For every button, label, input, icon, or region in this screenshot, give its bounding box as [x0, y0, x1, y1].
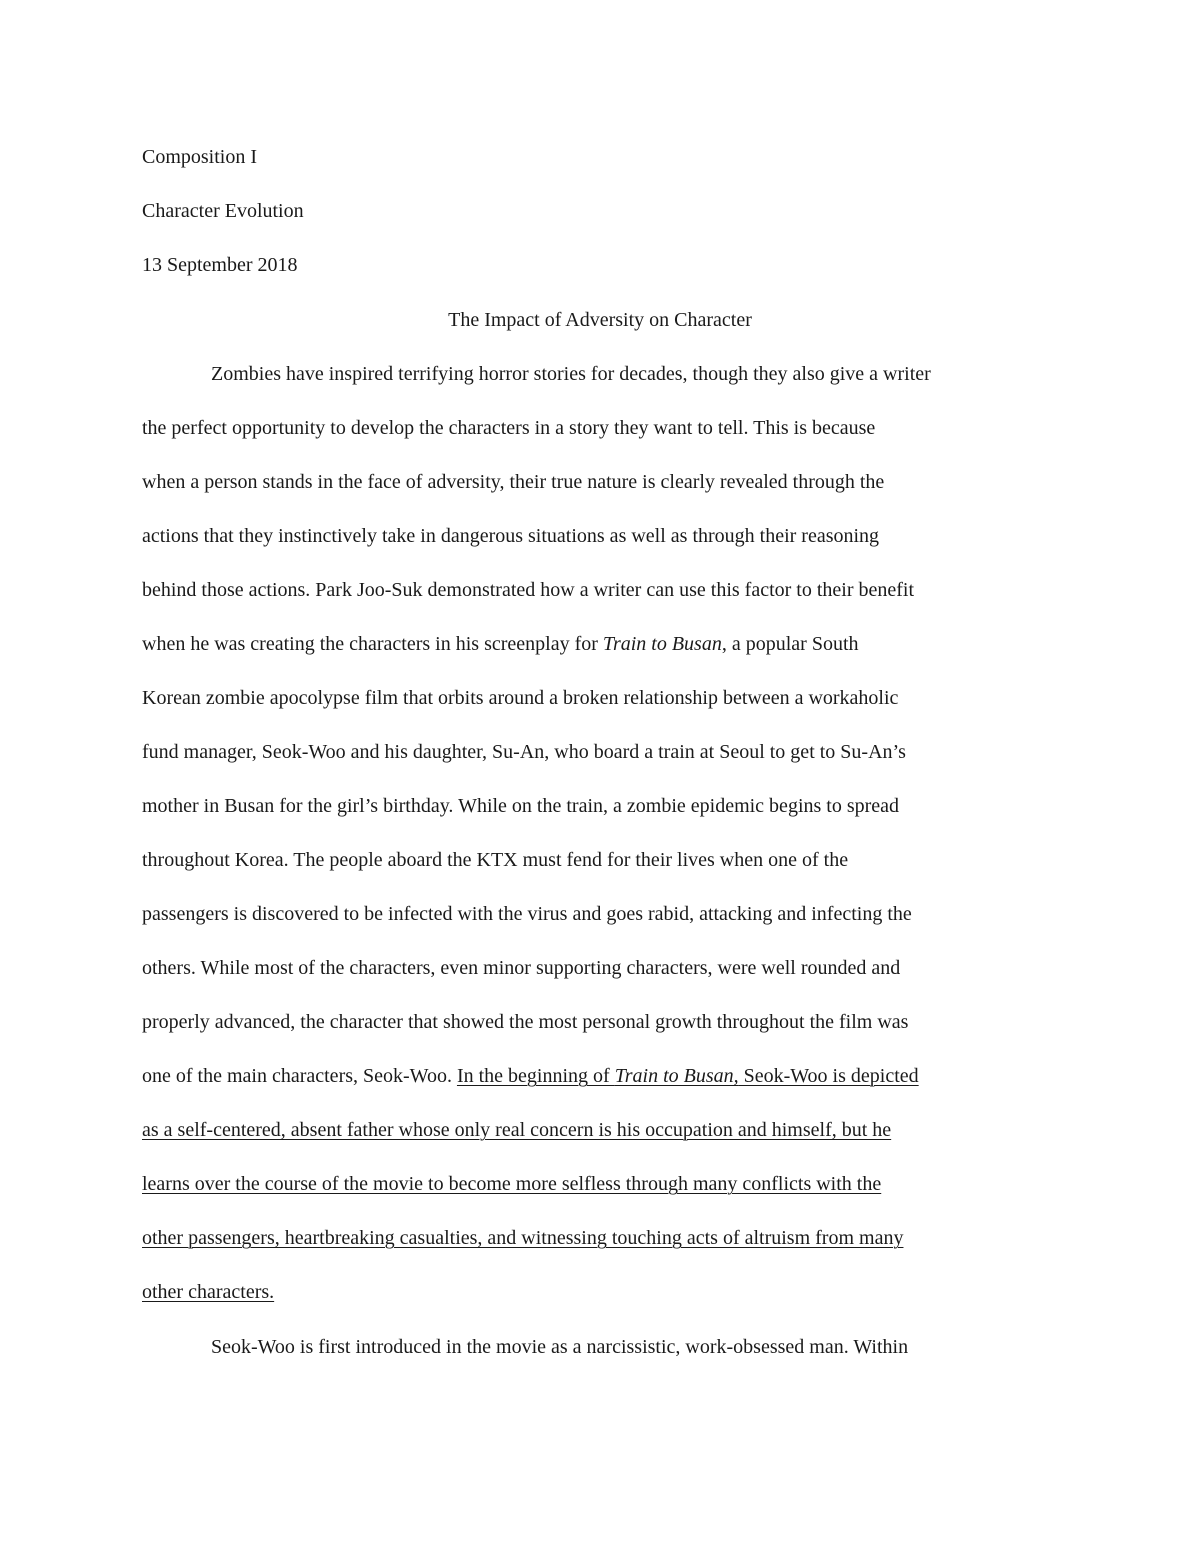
paragraph-line: others. While most of the characters, even minor supporting characters, were well rounded and — [142, 957, 901, 979]
essay-title: The Impact of Adversity on Character — [448, 309, 752, 331]
thesis-line: other passengers, heartbreaking casualties, and witnessing touching acts of altruism from many — [142, 1227, 904, 1249]
header-assignment: Character Evolution — [142, 200, 304, 222]
paragraph-line: the perfect opportunity to develop the characters in a story they want to tell. This is because — [142, 417, 876, 439]
paragraph-line: Seok-Woo is first introduced in the movie as a narcissistic, work-obsessed man. Within — [211, 1336, 909, 1358]
thesis-line: as a self-centered, absent father whose only real concern is his occupation and himself, but he — [142, 1119, 892, 1141]
thesis-line: other characters. — [142, 1281, 275, 1303]
thesis-line: learns over the course of the movie to become more selfless through many conflicts with the — [142, 1173, 882, 1195]
text-run: In the beginning of — [456, 1065, 615, 1087]
film-title: Train to Busan, — [614, 1065, 739, 1087]
text-run: Seok-Woo is depicted — [738, 1065, 919, 1087]
paragraph-line: behind those actions. Park Joo-Suk demonstrated how a writer can use this factor to their benefit — [142, 579, 915, 601]
paragraph-line: mother in Busan for the girl’s birthday. While on the train, a zombie epidemic begins to spread — [142, 795, 900, 817]
paragraph-line: properly advanced, the character that showed the most personal growth throughout the film was — [142, 1011, 909, 1033]
paragraph-line — [142, 1064, 919, 1088]
paragraph-line: Zombies have inspired terrifying horror stories for decades, though they also give a writer — [211, 363, 931, 385]
paragraph-line: Korean zombie apocolypse film that orbits around a broken relationship between a workaholic — [142, 687, 899, 709]
text-run: when he was creating the characters in his screenplay for — [142, 633, 603, 655]
paragraph-line — [142, 632, 859, 656]
paragraph-line: fund manager, Seok-Woo and his daughter, Su-An, who board a train at Seoul to get to Su-An’s — [142, 741, 906, 763]
paragraph-line: when a person stands in the face of adversity, their true nature is clearly revealed through the — [142, 471, 885, 493]
header-date: 13 September 2018 — [142, 254, 298, 276]
paragraph-line: throughout Korea. The people aboard the KTX must fend for their lives when one of the — [142, 849, 849, 871]
header-course: Composition I — [142, 146, 258, 168]
paragraph-line: passengers is discovered to be infected with the virus and goes rabid, attacking and infecting the — [142, 903, 912, 925]
thesis-run — [457, 1065, 919, 1087]
film-title: Train to Busan — [602, 633, 722, 655]
paragraph-line: actions that they instinctively take in dangerous situations as well as through their reasoning — [142, 525, 880, 547]
text-run: one of the main characters, Seok-Woo. — [142, 1065, 457, 1087]
text-run: , a popular South — [721, 633, 859, 655]
